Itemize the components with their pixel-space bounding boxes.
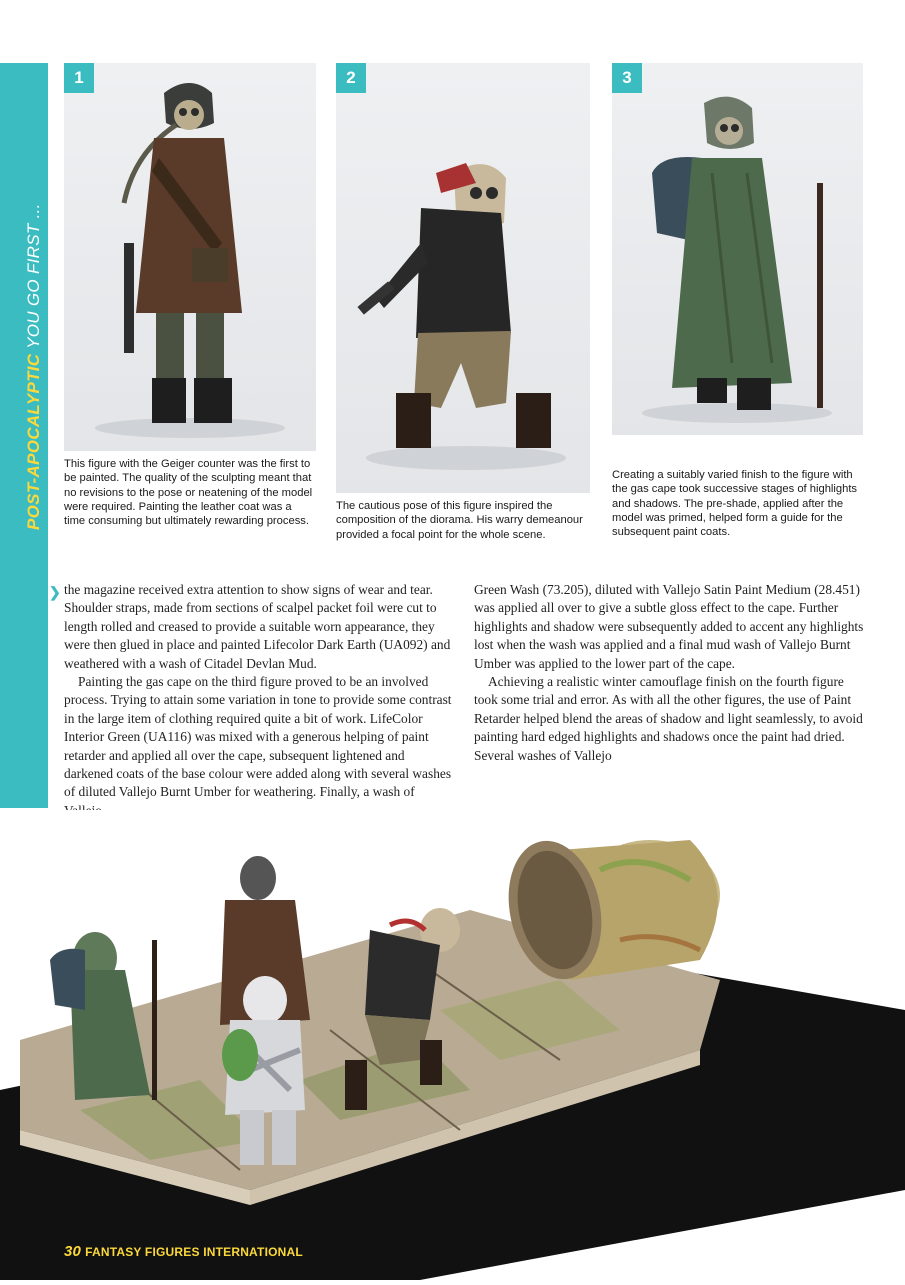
figure-photo-1 [64,63,316,451]
diorama-illustration [0,810,905,1280]
continue-arrow-icon: ❯ [49,584,61,600]
page-footer [64,1243,303,1260]
figure-photo-2 [336,63,590,493]
figure-caption-3: Creating a suitably varied finish to the figure with the gas cape took successive stages of highlights and shadows. The pre-shade, applied after the model was primed, helped form a guide for the subsequent paint coats. [612,469,858,539]
figure-2-illustration [336,63,590,493]
figure-number-badge: 1 [64,63,94,93]
article-paragraph: Achieving a realistic winter camouflage finish on the fourth figure took some trial and error. As with all the other figures, the use of Paint Retarder helped blend the areas of shadow and light seamlessly, to avoid painting hard edged highlights and shadows once the paint had dried. Several washes of Vallejo [474,674,863,763]
figure-3-illustration [612,63,863,435]
figure-number-badge: 3 [612,63,642,93]
section-title [24,203,44,530]
figure-1-illustration [64,63,316,451]
section-title-bold: POST-APOCALYPTIC [24,353,43,530]
article-paragraph: Green Wash (73.205), diluted with Vallejo Satin Paint Medium (28.451) was applied all over to give a subtle gloss effect to the cape. Further highlights and shadow were subsequently added to accent any highlights lost when the wash was applied and a final mud wash of Vallejo Burnt Umber was applied to the lower part of the cape. [474,582,864,671]
article-paragraph: the magazine received extra attention to show signs of wear and tear. Shoulder straps, made from sections of scalpel packet foil were cut to length rolled and creased to provide a suitable worn appearance, they were then glued in place and painted Lifecolor Dark Earth (UA092) and weathered with a wash of Citadel Devlan Mud. [64,582,451,671]
page-number: 30 [64,1243,82,1260]
article-paragraph: Painting the gas cape on the third figure proved to be an involved process. Trying to attain some variation in tone to provide some contrast in the large item of clothing required quite a bit of work. LifeColor Interior Green (UA116) was mixed with a generous helping of paint retarder and applied all over the cape, subsequent lightened and darkened coats of the base colour were added along with several washes of diluted Vallejo Burnt Umber for weathering. Finally, a wash of [64,674,452,800]
figure-photo-3 [612,63,863,435]
figure-number-badge: 2 [336,63,366,93]
section-title-light: YOU GO FIRST ... [24,203,43,354]
figure-caption-1: This figure with the Geiger counter was the first to be painted. The quality of the sculpting meant that no revisions to the pose or neatening of the model were required. Painting the leather coat was a time consuming but ultimately rewarding process. [64,458,313,528]
article-column-right [474,581,864,765]
article-column-left [64,581,452,820]
diorama-photo [0,810,905,1280]
figure-caption-2: The cautious pose of this figure inspired the composition of the diorama. His warry demeanour provided a focal point for the whole scene. [336,500,583,541]
magazine-name: FANTASY FIGURES INTERNATIONAL [85,1245,303,1259]
